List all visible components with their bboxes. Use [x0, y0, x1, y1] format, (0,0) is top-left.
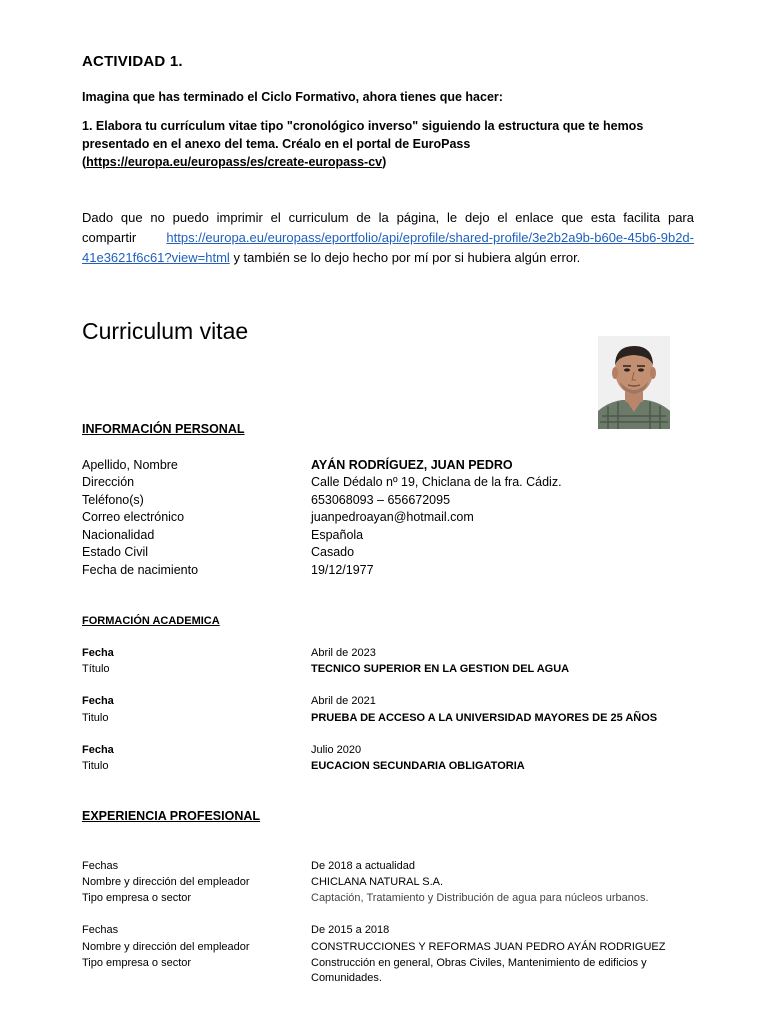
- education-title: EUCACION SECUNDARIA OBLIGATORIA: [311, 760, 525, 772]
- personal-label: Estado Civil: [82, 545, 148, 559]
- personal-label: Apellido, Nombre: [82, 458, 178, 472]
- personal-label: Correo electrónico: [82, 510, 185, 524]
- experience-employer: CHICLANA NATURAL S.A.: [311, 876, 444, 888]
- personal-value-address: Calle Dédalo nº 19, Chiclana de la fra. Cádiz.: [311, 475, 562, 489]
- education-date-label: Fecha: [82, 744, 114, 756]
- education-title: TECNICO SUPERIOR EN LA GESTION DEL AGUA: [311, 663, 570, 675]
- portrait-image: [598, 336, 670, 429]
- share-text-1: Dado que no puedo imprimir el curriculum de la página, le dejo el enlace que esta facilita para compartir: [82, 210, 694, 245]
- education-date-label: Fecha: [82, 695, 114, 707]
- experience-dates: De 2018 a actualidad: [311, 860, 415, 872]
- profile-photo: [598, 336, 670, 429]
- share-paragraph: [82, 208, 694, 268]
- personal-info-heading: INFORMACIÓN PERSONAL: [82, 422, 245, 436]
- instruction-close: ): [382, 155, 387, 169]
- experience-label: Fechas: [82, 860, 119, 872]
- experience-label: Nombre y dirección del empleador: [82, 941, 250, 953]
- education-date: Abril de 2023: [311, 647, 376, 659]
- personal-value-email: juanpedroayan@hotmail.com: [311, 510, 474, 524]
- personal-label: Teléfono(s): [82, 493, 144, 507]
- personal-value-nationality: Española: [311, 528, 364, 542]
- personal-label: Dirección: [82, 475, 135, 489]
- personal-value-phone: 653068093 – 656672095: [311, 493, 451, 507]
- personal-value-birthdate: 19/12/1977: [311, 563, 374, 577]
- education-date: Julio 2020: [311, 744, 362, 756]
- personal-value-name: AYÁN RODRÍGUEZ, JUAN PEDRO: [311, 458, 513, 472]
- shared-profile-link[interactable]: https://europa.eu/europass/eportfolio/api/eprofile/shared-profile/3e2b2a9b-b60e-45b6-9b2d-41e3621f6c61?view=html: [82, 230, 694, 265]
- experience-label: Nombre y dirección del empleador: [82, 876, 250, 888]
- personal-label: Nacionalidad: [82, 528, 155, 542]
- experience-label: Tipo empresa o sector: [82, 957, 192, 969]
- personal-value-marital: Casado: [311, 545, 355, 559]
- cv-title: Curriculum vitae: [82, 318, 249, 344]
- instruction-text: 1. Elabora tu currículum vitae tipo "cronológico inverso" siguiendo la estructura que te hemos presentado en el anexo del tema. Créalo en el portal de EuroPass (: [82, 119, 644, 169]
- education-title: PRUEBA DE ACCESO A LA UNIVERSIDAD MAYORES DE 25 AÑOS: [311, 712, 658, 724]
- experience-dates: De 2015 a 2018: [311, 924, 390, 936]
- experience-sector-continued: Comunidades.: [311, 972, 382, 984]
- share-text-2: y también se lo dejo hecho por mí por si hubiera algún error.: [233, 250, 581, 265]
- activity-title: ACTIVIDAD 1.: [82, 53, 183, 70]
- education-title-label: Titulo: [82, 712, 109, 724]
- experience-sector: Captación, Tratamiento y Distribución de agua para núcleos urbanos.: [311, 892, 649, 904]
- education-heading: FORMACIÓN ACADEMICA: [82, 615, 220, 627]
- education-date-label: Fecha: [82, 647, 114, 659]
- experience-label: Fechas: [82, 924, 119, 936]
- personal-label: Fecha de nacimiento: [82, 563, 199, 577]
- experience-heading: EXPERIENCIA PROFESIONAL: [82, 809, 261, 823]
- experience-label: Tipo empresa o sector: [82, 892, 192, 904]
- activity-intro: Imagina que has terminado el Ciclo Formativo, ahora tienes que hacer:: [82, 90, 503, 104]
- europass-create-link[interactable]: https://europa.eu/europass/es/create-europass-cv: [86, 155, 383, 169]
- experience-employer: CONSTRUCCIONES Y REFORMAS JUAN PEDRO AYÁN RODRIGUEZ: [311, 941, 666, 953]
- education-title-label: Titulo: [82, 760, 109, 772]
- activity-instruction: [82, 117, 697, 171]
- experience-sector: Construcción en general, Obras Civiles, Mantenimiento de edificios y: [311, 957, 647, 969]
- education-date: Abril de 2021: [311, 695, 376, 707]
- education-title-label: Título: [82, 663, 110, 675]
